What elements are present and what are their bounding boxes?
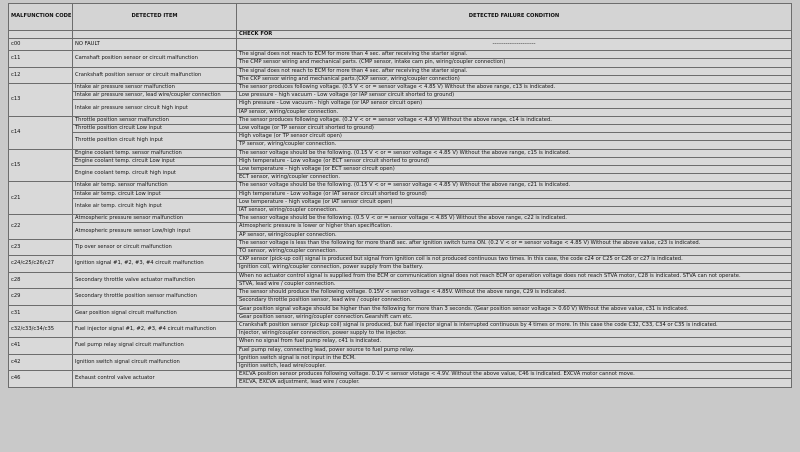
table-row bbox=[9, 116, 792, 124]
check-cell: The CKP sensor wiring and mechanical parts.(CKP sensor, wiring/coupler connection) bbox=[237, 75, 792, 83]
check-cell: IAP sensor, wiring/coupler connection. bbox=[237, 108, 792, 116]
code-cell: c11 bbox=[9, 51, 73, 67]
header-check-for: CHECK FOR bbox=[237, 31, 792, 39]
check-cell: TP sensor, wiring/coupler connection. bbox=[237, 141, 792, 149]
table-row bbox=[9, 51, 792, 59]
check-cell: Secondary throttle position sensor, lead wire / coupler connection. bbox=[237, 297, 792, 305]
condition-cell: ----------------------- bbox=[237, 39, 792, 51]
code-cell: c13 bbox=[9, 84, 73, 117]
check-cell: Injector, wiring/coupler connection, power supply to the injector. bbox=[237, 330, 792, 338]
header-detected-item: DETECTED ITEM bbox=[73, 4, 237, 31]
item-cell: NO FAULT bbox=[73, 39, 237, 51]
condition-cell: The sensor produces following voltage. (0.2 V < or = sensor voltage < 4.8 V) Without the above range, c14 is indicated. bbox=[237, 116, 792, 124]
table-row bbox=[9, 289, 792, 297]
table-row bbox=[9, 215, 792, 223]
header-malfunction-code: MALFUNCTION CODE bbox=[9, 4, 73, 31]
check-cell: The CMP sensor wiring and mechanical parts. (CMP sensor, intake cam pin, wiring/coupler connection) bbox=[237, 59, 792, 67]
item-cell: Throttle position circuit high input bbox=[73, 133, 237, 149]
condition-cell: The sensor voltage should be the following. (0.5 V < or = sensor voltage < 4.85 V) Without the above range, c22 is indicated. bbox=[237, 215, 792, 223]
check-cell: TO sensor, wiring/coupler connection. bbox=[237, 248, 792, 256]
code-cell: c46 bbox=[9, 371, 73, 387]
table-row bbox=[9, 67, 792, 75]
table-row bbox=[9, 100, 792, 108]
table-header-row bbox=[9, 4, 792, 31]
item-cell: Intake air temp. sensor malfunction bbox=[73, 182, 237, 190]
item-cell: Tip over sensor or circuit malfunction bbox=[73, 239, 237, 255]
code-cell: c00 bbox=[9, 39, 73, 51]
table-row bbox=[9, 182, 792, 190]
table-row bbox=[9, 338, 792, 346]
check-cell: AP sensor, wiring/coupler connection. bbox=[237, 231, 792, 239]
code-cell: c23 bbox=[9, 239, 73, 255]
condition-cell: High temperature - Low voltage (or ECT sensor circuit shorted to ground) bbox=[237, 157, 792, 165]
condition-cell: High temperature - Low voltage (or IAT sensor circuit shorted to ground) bbox=[237, 190, 792, 198]
item-cell: Intake air pressure sensor, lead wire/coupler connection bbox=[73, 92, 237, 100]
check-cell: Ignition coil, wiring/coupler connection, power supply from the battery. bbox=[237, 264, 792, 272]
table-row bbox=[9, 84, 792, 92]
malfunction-code-table bbox=[8, 3, 792, 388]
table-row bbox=[9, 149, 792, 157]
item-cell: Throttle position circuit Low input bbox=[73, 125, 237, 133]
code-cell: c28 bbox=[9, 272, 73, 288]
condition-cell: The sensor produces following voltage. (0.5 V < or = sensor voltage < 4.85 V) Without the above range, c13 is indicated. bbox=[237, 84, 792, 92]
check-cell: Ignition switch, lead wire/coupler. bbox=[237, 362, 792, 370]
check-cell: ECT sensor, wiring/coupler connection. bbox=[237, 174, 792, 182]
item-cell: Exhaust control valve actuator bbox=[73, 371, 237, 387]
condition-cell: High pressure - Low vacuum - high voltage (or IAP sensor circuit open) bbox=[237, 100, 792, 108]
table-row bbox=[9, 305, 792, 313]
check-cell: Gear position sensor, wiring/coupler connection.Gearshift cam etc. bbox=[237, 313, 792, 321]
table-row bbox=[9, 190, 792, 198]
condition-cell: Low pressure - high vacuum - Low voltage (or IAP sensor circuit shorted to ground) bbox=[237, 92, 792, 100]
condition-cell: Low temperature - high voltage (or ECT sensor circuit open) bbox=[237, 166, 792, 174]
condition-cell: The signal does not reach to ECM for more than 4 sec. after receiving the starter signal. bbox=[237, 51, 792, 59]
condition-cell: The signal does not reach to ECM for more than 4 sec. after receiving the starter signal. bbox=[237, 67, 792, 75]
check-cell: EXCVA, EXCVA adjustment, lead wire / coupler. bbox=[237, 379, 792, 387]
item-cell: Fuel pump relay signal circuit malfunction bbox=[73, 338, 237, 354]
check-cell: STVA, lead wire / coupler connection. bbox=[237, 280, 792, 288]
condition-cell: Low voltage (or TP sensor circuit shorted to ground) bbox=[237, 125, 792, 133]
table-row bbox=[9, 256, 792, 264]
item-cell: Ignition switch signal circuit malfunction bbox=[73, 354, 237, 370]
item-cell: Secondary throttle position sensor malfunction bbox=[73, 289, 237, 305]
item-cell: Camshaft position sensor or circuit malfunction bbox=[73, 51, 237, 67]
condition-cell: Crankshaft position sensor (pickup coil) signal is produced, but fuel injector signal is interrupted continuous by 4 times or more. In this case the code C32, C33, C34 or C35 is indicated. bbox=[237, 321, 792, 329]
item-cell: Atmospheric pressure sensor malfunction bbox=[73, 215, 237, 223]
table-row bbox=[9, 39, 792, 51]
header-detected-failure-condition: DETECTED FAILURE CONDITION bbox=[237, 4, 792, 31]
condition-cell: CKP sensor (pick-up coil) signal is produced but signal from ignition coil is not produced continuous two times. In this case, the code c24 or C25 or C26 or c27 is indicated. bbox=[237, 256, 792, 264]
table-row bbox=[9, 354, 792, 362]
item-cell: Intake air temp. circuit high input bbox=[73, 198, 237, 214]
condition-cell: Atmospheric pressure is lower or higher than specification. bbox=[237, 223, 792, 231]
item-cell: Intake air temp. circuit Low input bbox=[73, 190, 237, 198]
item-cell: Engine coolant temp. circuit high input bbox=[73, 166, 237, 182]
table-row bbox=[9, 92, 792, 100]
condition-cell: When no signal from fuel pump relay, c41 is indicated. bbox=[237, 338, 792, 346]
table-row bbox=[9, 239, 792, 247]
code-cell: c31 bbox=[9, 305, 73, 321]
code-cell: c12 bbox=[9, 67, 73, 83]
table-row bbox=[9, 133, 792, 141]
check-for-row bbox=[9, 31, 792, 39]
table-row bbox=[9, 223, 792, 231]
item-cell: Fuel injector signal #1, #2, #3, #4 circuit malfunction bbox=[73, 321, 237, 337]
item-cell: Intake air pressure sensor circuit high input bbox=[73, 100, 237, 116]
condition-cell: High voltage (or TP sensor circuit open) bbox=[237, 133, 792, 141]
condition-cell: The sensor voltage should be the following. (0.15 V < or = sensor voltage < 4.85 V) Without the above range, c21 is indicated. bbox=[237, 182, 792, 190]
code-cell: c24/c25/c26/c27 bbox=[9, 256, 73, 272]
table-row bbox=[9, 125, 792, 133]
item-cell: Ignition signal #1, #2, #3, #4 circuit malfunction bbox=[73, 256, 237, 272]
code-cell: c21 bbox=[9, 182, 73, 215]
table-row bbox=[9, 321, 792, 329]
table-row bbox=[9, 371, 792, 379]
condition-cell: The sensor should produce the following voltage. 0.15V < sensor voltage < 4.85V. Without the above range, C29 is indicated. bbox=[237, 289, 792, 297]
code-cell: c14 bbox=[9, 116, 73, 149]
item-cell: Gear position signal circuit malfunction bbox=[73, 305, 237, 321]
code-cell: c29 bbox=[9, 289, 73, 305]
item-cell: Atmospheric pressure sensor Low/high input bbox=[73, 223, 237, 239]
condition-cell: EXCVA position sensor produces following voltage. 0.1V < sensor vlotage < 4.9V. Without the above value, C46 is indicated. EXCVA motor cannot move. bbox=[237, 371, 792, 379]
item-cell: Engine coolant temp. circuit Low input bbox=[73, 157, 237, 165]
condition-cell: Ignition switch signal is not input in the ECM. bbox=[237, 354, 792, 362]
item-cell: Intake air pressure sensor malfunction bbox=[73, 84, 237, 92]
code-cell: c22 bbox=[9, 215, 73, 240]
condition-cell: Gear position signal voltage should be higher than the following for more than 3 seconds. (Gear position sensor voltage > 0.60 V) Without the above value, c31 is indicated. bbox=[237, 305, 792, 313]
item-cell: Engine coolant temp. sensor malfunction bbox=[73, 149, 237, 157]
condition-cell: When no actuator control signal is supplied from the ECM or communication signal does not reach ECM or operation voltage does not reach STVA motor, C28 is indicated. STVA can not operate. bbox=[237, 272, 792, 280]
table-row bbox=[9, 272, 792, 280]
code-cell: c32/c33/c34/c35 bbox=[9, 321, 73, 337]
condition-cell: The sensor voltage is less than the following for more than8 sec. after ignition switch turns ON. (0.2 V < or = sensor voltage < 4.85 V) Without the above value, c23 is indicated. bbox=[237, 239, 792, 247]
item-cell: Crankshaft position sensor or circuit malfunction bbox=[73, 67, 237, 83]
check-cell: Fuel pump relay, connecting lead, power source to fuel pump relay. bbox=[237, 346, 792, 354]
table-row bbox=[9, 166, 792, 174]
code-cell: c15 bbox=[9, 149, 73, 182]
condition-cell: Low temperature - high voltage (or IAT sensor circuit open) bbox=[237, 198, 792, 206]
table-row bbox=[9, 157, 792, 165]
item-cell: Throttle position sensor malfunction bbox=[73, 116, 237, 124]
code-cell: c41 bbox=[9, 338, 73, 354]
item-cell: Secondary throttle valve actuator malfunction bbox=[73, 272, 237, 288]
code-cell: c42 bbox=[9, 354, 73, 370]
table-row bbox=[9, 198, 792, 206]
condition-cell: The sensor voltage should be the following. (0.15 V < or = sensor voltage < 4.85 V) Without the above range, c15 is indicated. bbox=[237, 149, 792, 157]
check-cell: IAT sensor, wiring/coupler connection. bbox=[237, 207, 792, 215]
